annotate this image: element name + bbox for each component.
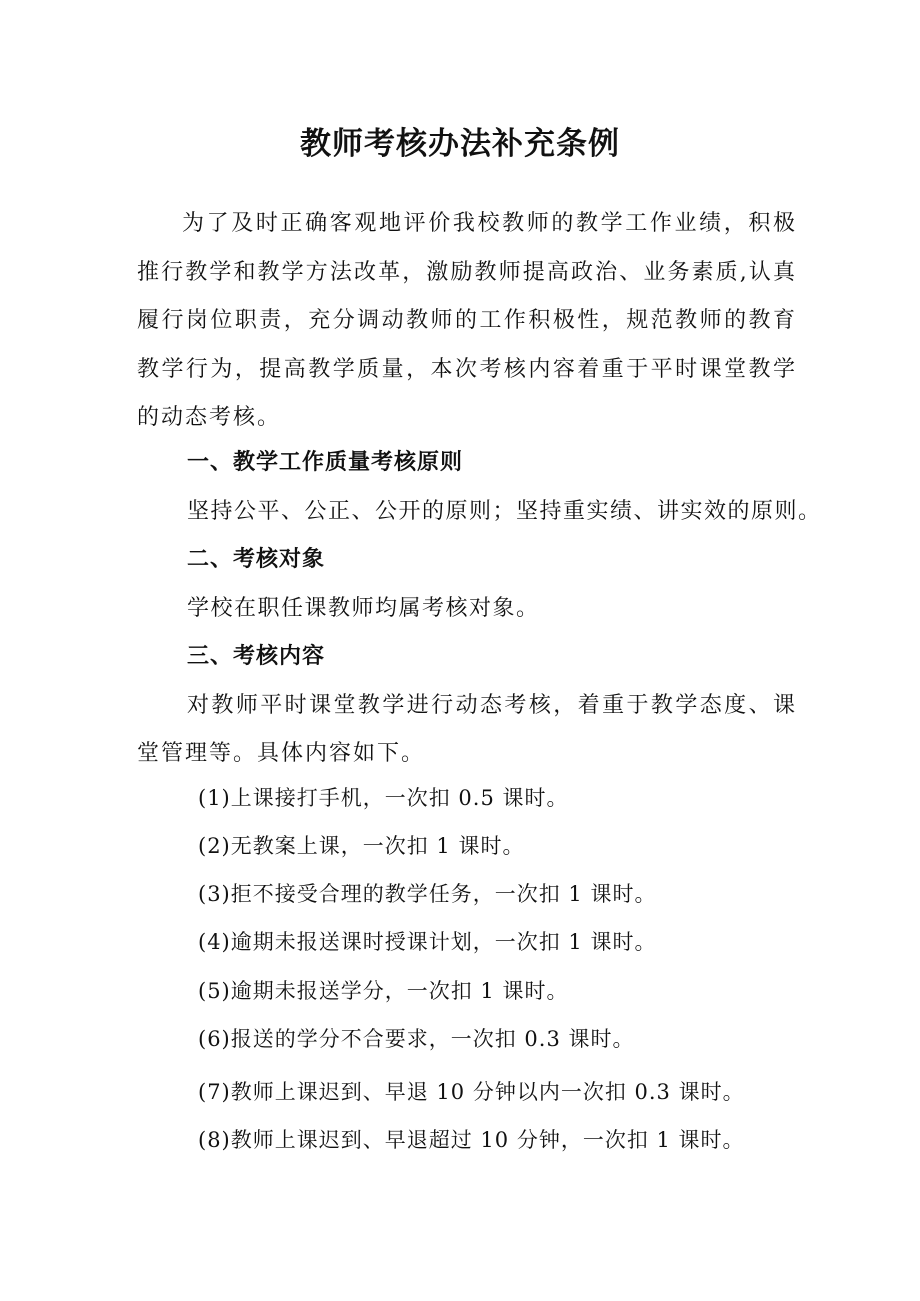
document-title: 教师考核办法补充条例 [300,126,620,162]
section-heading-targets: 二、考核对象 [187,547,326,572]
list-item: (8)教师上课迟到、早退超过 10 分钟，一次扣 1 课时。 [198,1128,745,1152]
list-item: (1)上课接打手机，一次扣 0.5 课时。 [198,786,569,810]
section-body-targets: 学校在职任课教师均属考核对象。 [187,596,540,621]
list-item: (4)逾期未报送课时授课计划，一次扣 1 课时。 [198,930,657,954]
list-item: (2)无教案上课，一次扣 1 课时。 [198,834,525,858]
list-item: (7)教师上课迟到、早退 10 分钟以内一次扣 0.3 课时。 [198,1080,745,1104]
list-item: (6)报送的学分不合要求，一次扣 0.3 课时。 [198,1027,635,1051]
section-body-principles: 坚持公平、公正、公开的原则；坚持重实绩、讲实效的原则。 [187,499,822,524]
section-body-content: 对教师平时课堂教学进行动态考核，着重于教学态度、课堂管理等。具体内容如下。 [137,693,797,766]
section-heading-content: 三、考核内容 [187,644,326,669]
intro-paragraph: 为了及时正确客观地评价我校教师的教学工作业绩，积极推行教学和教学方法改革，激励教师提高政治、业务素质,认真履行岗位职责，充分调动教师的工作积极性，规范教师的教育教学行为，提高教学质量，本次考核内容着重于平时课堂教学的动态考核。 [137,211,797,430]
section-heading-principles: 一、教学工作质量考核原则 [187,450,464,475]
list-item: (3)拒不接受合理的教学任务，一次扣 1 课时。 [198,882,657,906]
list-item: (5)逾期未报送学分，一次扣 1 课时。 [198,979,569,1003]
